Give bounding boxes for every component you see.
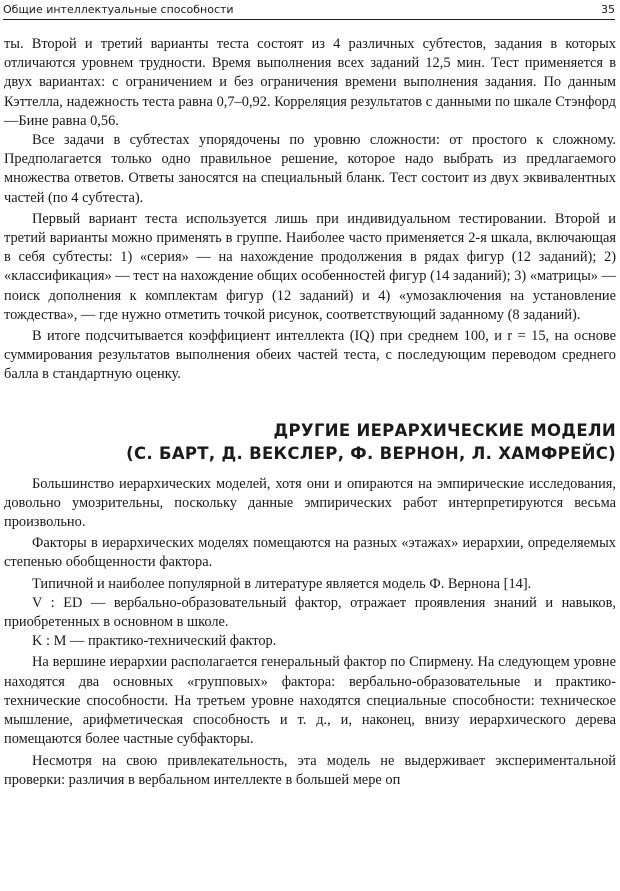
paragraph: В итоге подсчитывается коэффициент интеллекта (IQ) при среднем 100, и r = 15, на основе суммирования результатов выполнения обеих частей теста, с последующим переводом среднего балла в стандартную оценку.	[4, 328, 616, 383]
paragraph: Несмотря на свою привлекательность, эта модель не выдерживает экспериментальной проверки: различия в вербальном интеллекте в большей мере оп	[4, 752, 616, 788]
page-body	[4, 35, 616, 790]
running-head	[3, 3, 615, 20]
paragraph: V : ED — вербально-образовательный фактор, отражает проявления знаний и навыков, приобретенных в основном в школе.	[4, 594, 616, 631]
paragraph: Первый вариант теста используется лишь при индивидуальном тестировании. Второй и третий варианты можно применять в группе. Наиболее часто применяется 2-я шкала, включающая в себя субтесты: 1) «серия» — на нахождение продолжения в рядах фигур (12 заданий); 2) «классификация» — тест на нахождение общих особенностей фигур (14 заданий); 3) «матрицы» — поиск дополнения к комплектам фигур (12 заданий) и 4) «умозаключения на установление тождества», — где нужно отметить точкой рисунок, соответствующий заданному (8 заданий).	[4, 210, 616, 323]
paragraph: Факторы в иерархических моделях помещаются на разных «этажах» иерархии, определяемых степенью обобщенности фактора.	[4, 535, 616, 571]
paragraph-continuation: ты. Второй и третий варианты теста состоят из 4 различных субтестов, задания в которых отличаются уровнем трудности. Время выполнения всех заданий 12,5 мин. Тест применяется в двух вариантах: с ограничением и без ограничения времени выполнения задания. По данным Кэттелла, надежность теста равна 0,7–0,92. Корреляция результатов с данными по шкале Стэнфорд—Бине равна 0,56.	[4, 36, 616, 129]
paragraph: Большинство иерархических моделей, хотя они и опираются на эмпирические исследования, довольно умозрительны, поскольку данные эмпирических работ интерпретируются весьма произвольно.	[4, 475, 616, 531]
paragraph: На вершине иерархии располагается генеральный фактор по Спирмену. На следующем уровне находятся два основных «групповых» фактора: вербально-образовательные и практико-технические способности. На третьем уровне находятся специальные способности: техническое мышление, арифметическая способность и т. д., и, наконец, внизу иерархического дерева помещаются более частные субфакторы.	[4, 654, 616, 748]
paragraph: K : M — практико-технический фактор.	[32, 633, 277, 650]
page-number: 35	[601, 3, 615, 16]
section-heading-line: ДРУГИЕ ИЕРАРХИЧЕСКИЕ МОДЕЛИ	[273, 420, 616, 440]
running-title: Общие интеллектуальные способности	[3, 3, 234, 16]
paragraph: Все задачи в субтестах упорядочены по уровню сложности: от простого к сложному. Предполагается только одно правильное решение, которое надо выбрать из предлагаемого множества ответов. Ответы заносятся на специальный бланк. Тест состоит из двух эквивалентных частей (по 4 субтеста).	[4, 132, 616, 206]
section-heading-line: (С. БАРТ, Д. ВЕКСЛЕР, Ф. ВЕРНОН, Л. ХАМФРЕЙС)	[126, 443, 616, 463]
paragraph: Типичной и наиболее популярной в литературе является модель Ф. Вернона [14].	[32, 575, 532, 592]
section-heading	[4, 419, 616, 465]
